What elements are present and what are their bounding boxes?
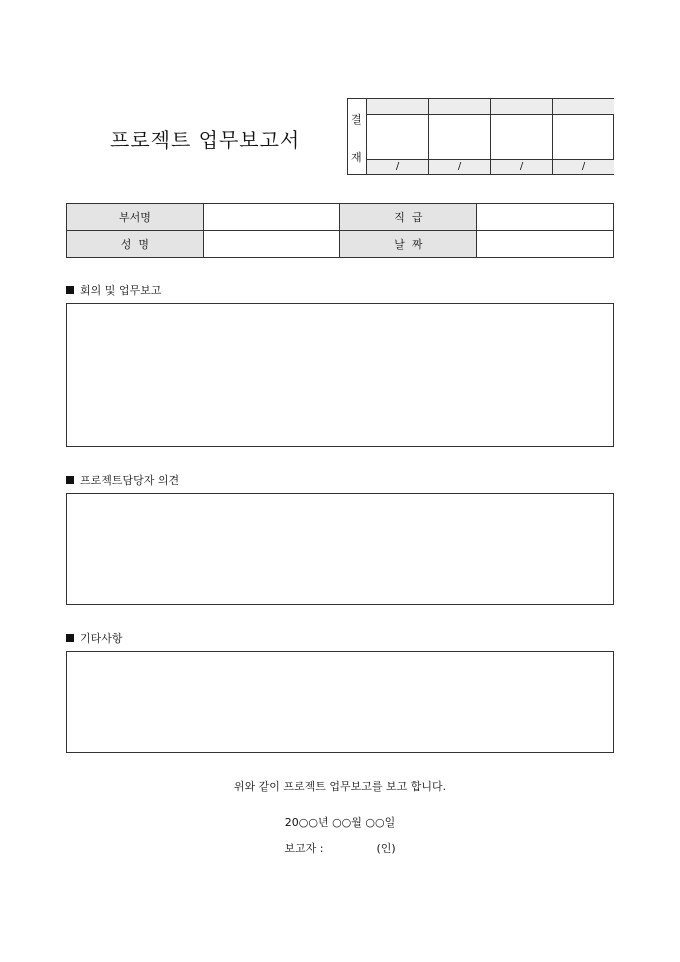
approval-label-bottom: 재 — [351, 151, 362, 164]
position-field[interactable] — [477, 204, 614, 231]
section-label-meeting: 회의 및 업무보고 — [66, 282, 161, 298]
approval-date-slash-3: / — [491, 159, 552, 174]
reporter-line — [0, 840, 680, 856]
square-bullet-icon — [66, 634, 74, 642]
reporter-label: 보고자 : — [284, 842, 324, 855]
seal-mark: (인) — [376, 842, 396, 855]
approval-date-slash-1: / — [367, 159, 428, 174]
approval-box — [347, 98, 614, 175]
section-label-manager-opinion: 프로젝트담당자 의견 — [66, 472, 179, 488]
approval-date-slash-4: / — [553, 159, 614, 174]
meeting-report-box[interactable] — [66, 303, 614, 447]
page-title: 프로젝트 업무보고서 — [110, 128, 301, 152]
name-field[interactable] — [203, 231, 340, 258]
manager-opinion-box[interactable] — [66, 493, 614, 605]
approval-cell-4[interactable] — [552, 99, 614, 174]
report-statement: 위와 같이 프로젝트 업무보고를 보고 합니다. — [233, 780, 447, 793]
dept-field[interactable] — [203, 204, 340, 231]
approval-date-slash-2: / — [429, 159, 490, 174]
name-label: 성 명 — [67, 231, 204, 258]
info-table — [66, 203, 614, 258]
square-bullet-icon — [66, 286, 74, 294]
info-row-1 — [67, 204, 614, 231]
approval-label-column — [348, 99, 367, 174]
approval-cell-1[interactable] — [366, 99, 428, 174]
report-date: 20○○년 ○○월 ○○일 — [284, 816, 396, 829]
section-label-other: 기타사항 — [66, 630, 123, 646]
approval-label-top: 결 — [351, 113, 362, 126]
date-field[interactable] — [477, 231, 614, 258]
date-label: 날 짜 — [340, 231, 477, 258]
square-bullet-icon — [66, 476, 74, 484]
position-label: 직 급 — [340, 204, 477, 231]
dept-label: 부서명 — [67, 204, 204, 231]
info-row-2 — [67, 231, 614, 258]
approval-cell-2[interactable] — [428, 99, 490, 174]
approval-cell-3[interactable] — [490, 99, 552, 174]
other-notes-box[interactable] — [66, 651, 614, 753]
